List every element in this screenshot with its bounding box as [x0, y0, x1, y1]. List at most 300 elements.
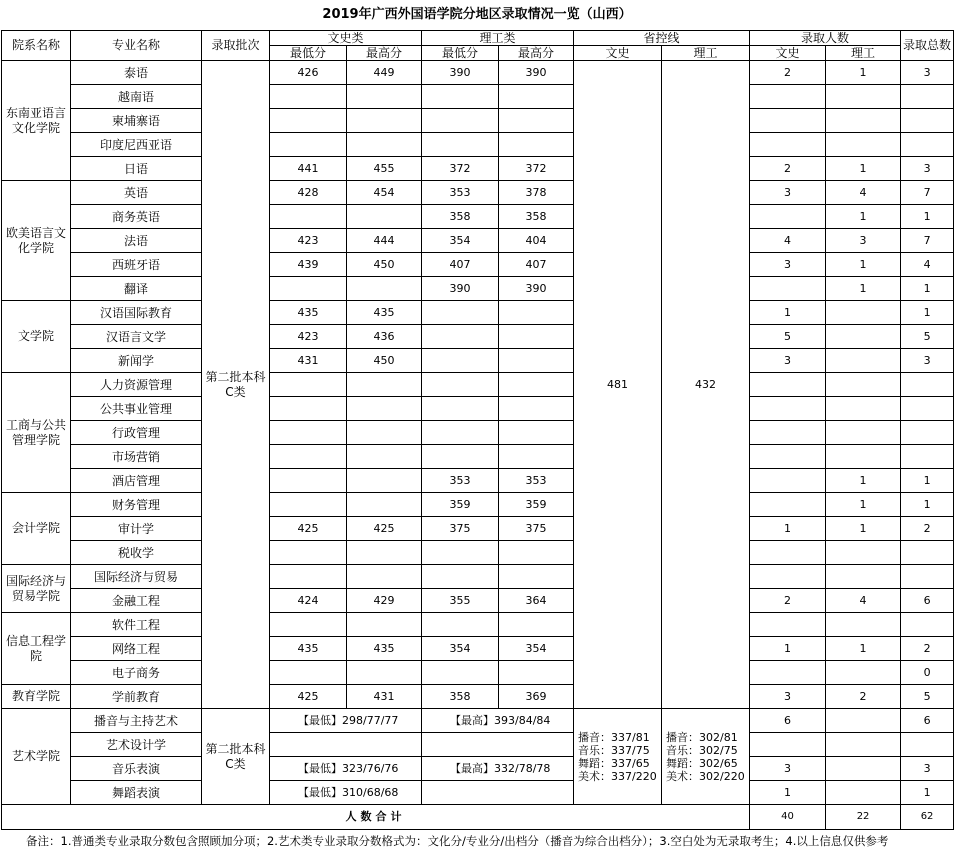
- wen-min-score: [270, 421, 347, 445]
- enrolled-total: [901, 421, 954, 445]
- table-row: [2, 709, 954, 733]
- wen-min-score: [270, 85, 347, 109]
- enrolled-li: [826, 661, 901, 685]
- enrolled-li: [826, 421, 901, 445]
- li-max-score: [499, 541, 574, 565]
- major-name: 行政管理: [71, 421, 202, 445]
- enrolled-wen: 3: [750, 685, 826, 709]
- li-max-score: 359: [499, 493, 574, 517]
- wen-min-score: [270, 661, 347, 685]
- total-label: 人数合计: [2, 805, 750, 830]
- li-min-score: 353: [422, 469, 499, 493]
- art-wen-scores: 【最低】310/68/68: [270, 781, 422, 805]
- wen-max-score: [347, 133, 422, 157]
- enrolled-li: 1: [826, 517, 901, 541]
- wen-max-score: [347, 661, 422, 685]
- enrolled-total: 3: [901, 757, 954, 781]
- enrolled-li: 1: [826, 637, 901, 661]
- major-name: 音乐表演: [71, 757, 202, 781]
- wen-min-score: [270, 445, 347, 469]
- li-min-score: [422, 133, 499, 157]
- major-name: 播音与主持艺术: [71, 709, 202, 733]
- li-min-score: 372: [422, 157, 499, 181]
- major-name: 商务英语: [71, 205, 202, 229]
- major-name: 柬埔寨语: [71, 109, 202, 133]
- major-name: 软件工程: [71, 613, 202, 637]
- table-row: [2, 661, 954, 685]
- enrolled-li: 3: [826, 229, 901, 253]
- enrolled-li: 1: [826, 253, 901, 277]
- enrolled-wen: 5: [750, 325, 826, 349]
- li-max-score: [499, 301, 574, 325]
- enrolled-total: 5: [901, 685, 954, 709]
- enrolled-wen: [750, 133, 826, 157]
- wen-min-score: [270, 469, 347, 493]
- table-row: [2, 181, 954, 205]
- header-wen-min: 最低分: [270, 46, 347, 61]
- li-min-score: 355: [422, 589, 499, 613]
- header-wen-max: 最高分: [347, 46, 422, 61]
- li-max-score: 407: [499, 253, 574, 277]
- header-ligong: 理工类: [422, 31, 574, 46]
- art-wen-scores: [270, 733, 422, 757]
- header-li-min: 最低分: [422, 46, 499, 61]
- major-name: 市场营销: [71, 445, 202, 469]
- table-row: [2, 469, 954, 493]
- enrolled-wen: [750, 541, 826, 565]
- wen-max-score: 425: [347, 517, 422, 541]
- enrolled-li: [826, 133, 901, 157]
- enrolled-wen: [750, 205, 826, 229]
- major-name: 网络工程: [71, 637, 202, 661]
- li-max-score: 390: [499, 277, 574, 301]
- header-wenshi: 文史类: [270, 31, 422, 46]
- enrolled-total: 1: [901, 493, 954, 517]
- art-li-scores: [422, 733, 574, 757]
- major-name: 审计学: [71, 517, 202, 541]
- header-major: 专业名称: [71, 31, 202, 61]
- enrolled-li: [826, 733, 901, 757]
- enrolled-li: 1: [826, 277, 901, 301]
- li-min-score: [422, 397, 499, 421]
- batch-general: 第二批本科C类: [202, 61, 270, 709]
- table-row: [2, 349, 954, 373]
- enrolled-wen: 1: [750, 637, 826, 661]
- enrolled-wen: [750, 565, 826, 589]
- control-line-wen: 481: [574, 61, 662, 709]
- enrolled-total: 4: [901, 253, 954, 277]
- li-min-score: [422, 109, 499, 133]
- table-row: [2, 373, 954, 397]
- li-min-score: 358: [422, 685, 499, 709]
- major-name: 印度尼西亚语: [71, 133, 202, 157]
- li-min-score: [422, 445, 499, 469]
- total-row: [2, 805, 954, 830]
- wen-min-score: [270, 373, 347, 397]
- enrolled-total: 3: [901, 61, 954, 85]
- enrolled-total: [901, 565, 954, 589]
- header-enrolled: 录取人数: [750, 31, 901, 46]
- enrolled-total: [901, 445, 954, 469]
- footnote: 备注：1.普通类专业录取分数包含照顾加分项；2.艺术类专业录取分数格式为：文化分/专业分/出档分（播音为综合出档分）；3.空白处为无录取考生；4.以上信息仅供参考: [26, 834, 889, 848]
- enrolled-wen: 3: [750, 757, 826, 781]
- enrolled-wen: 2: [750, 157, 826, 181]
- li-min-score: 359: [422, 493, 499, 517]
- header-ctrl-li: 理工: [662, 46, 750, 61]
- enrolled-wen: [750, 493, 826, 517]
- wen-min-score: 441: [270, 157, 347, 181]
- control-line-li: 432: [662, 61, 750, 709]
- li-max-score: [499, 613, 574, 637]
- college-jiaoyu: 教育学院: [2, 685, 71, 709]
- enrolled-li: [826, 541, 901, 565]
- table-row: [2, 229, 954, 253]
- page-title: 2019年广西外国语学院分地区录取情况一览（山西）: [322, 7, 632, 22]
- table-row: [2, 541, 954, 565]
- table-row: [2, 757, 954, 781]
- major-name: 税收学: [71, 541, 202, 565]
- wen-max-score: 429: [347, 589, 422, 613]
- total-all: 62: [901, 805, 954, 830]
- table-row: [2, 781, 954, 805]
- li-max-score: 369: [499, 685, 574, 709]
- wen-max-score: [347, 493, 422, 517]
- wen-min-score: 439: [270, 253, 347, 277]
- table-row: [2, 589, 954, 613]
- enrolled-total: 2: [901, 517, 954, 541]
- header-enrolled-wen: 文史: [750, 46, 826, 61]
- li-max-score: 375: [499, 517, 574, 541]
- enrolled-li: [826, 397, 901, 421]
- enrolled-wen: [750, 277, 826, 301]
- enrolled-total: [901, 541, 954, 565]
- wen-max-score: [347, 469, 422, 493]
- wen-max-score: [347, 85, 422, 109]
- li-min-score: 407: [422, 253, 499, 277]
- header-li-max: 最高分: [499, 46, 574, 61]
- art-li-scores: [422, 781, 574, 805]
- college-dongnanya: 东南亚语言文化学院: [2, 61, 71, 181]
- enrolled-li: [826, 709, 901, 733]
- table-row: [2, 397, 954, 421]
- enrolled-li: [826, 757, 901, 781]
- college-oumei: 欧美语言文化学院: [2, 181, 71, 301]
- enrolled-wen: [750, 469, 826, 493]
- header-enrolled-li: 理工: [826, 46, 901, 61]
- enrolled-wen: 1: [750, 781, 826, 805]
- wen-min-score: 435: [270, 637, 347, 661]
- wen-min-score: [270, 109, 347, 133]
- enrolled-wen: 3: [750, 181, 826, 205]
- enrolled-total: 0: [901, 661, 954, 685]
- li-max-score: [499, 421, 574, 445]
- enrolled-wen: 1: [750, 517, 826, 541]
- college-xinxi: 信息工程学院: [2, 613, 71, 685]
- art-control-wen: 播音：337/81 音乐：337/75 舞蹈：337/65 美术：337/220: [574, 709, 662, 805]
- wen-max-score: [347, 277, 422, 301]
- li-min-score: 354: [422, 229, 499, 253]
- wen-min-score: 428: [270, 181, 347, 205]
- enrolled-wen: [750, 373, 826, 397]
- major-name: 英语: [71, 181, 202, 205]
- enrolled-total: 3: [901, 349, 954, 373]
- enrolled-wen: [750, 733, 826, 757]
- enrolled-total: 2: [901, 637, 954, 661]
- table-row: [2, 325, 954, 349]
- enrolled-li: [826, 781, 901, 805]
- wen-min-score: 431: [270, 349, 347, 373]
- table-row: [2, 613, 954, 637]
- enrolled-li: [826, 445, 901, 469]
- enrolled-total: [901, 133, 954, 157]
- wen-min-score: [270, 565, 347, 589]
- li-max-score: [499, 565, 574, 589]
- art-li-scores: 【最高】332/78/78: [422, 757, 574, 781]
- major-name: 舞蹈表演: [71, 781, 202, 805]
- wen-max-score: [347, 397, 422, 421]
- wen-max-score: [347, 541, 422, 565]
- enrolled-total: [901, 733, 954, 757]
- li-min-score: 353: [422, 181, 499, 205]
- major-name: 汉语国际教育: [71, 301, 202, 325]
- enrolled-li: 1: [826, 493, 901, 517]
- enrolled-total: [901, 373, 954, 397]
- enrolled-li: [826, 565, 901, 589]
- table-row: [2, 421, 954, 445]
- enrolled-wen: [750, 397, 826, 421]
- li-min-score: [422, 613, 499, 637]
- enrolled-li: [826, 373, 901, 397]
- header-college: 院系名称: [2, 31, 71, 61]
- batch-art: 第二批本科C类: [202, 709, 270, 805]
- wen-max-score: [347, 445, 422, 469]
- enrolled-li: 2: [826, 685, 901, 709]
- wen-min-score: 423: [270, 229, 347, 253]
- major-name: 泰语: [71, 61, 202, 85]
- li-max-score: [499, 109, 574, 133]
- college-wenxue: 文学院: [2, 301, 71, 373]
- li-max-score: 364: [499, 589, 574, 613]
- wen-max-score: [347, 613, 422, 637]
- li-min-score: [422, 541, 499, 565]
- li-min-score: [422, 421, 499, 445]
- major-name: 电子商务: [71, 661, 202, 685]
- enrolled-li: 1: [826, 157, 901, 181]
- wen-max-score: 436: [347, 325, 422, 349]
- enrolled-wen: 3: [750, 253, 826, 277]
- major-name: 财务管理: [71, 493, 202, 517]
- enrolled-wen: [750, 85, 826, 109]
- college-gongshang: 工商与公共管理学院: [2, 373, 71, 493]
- major-name: 金融工程: [71, 589, 202, 613]
- wen-min-score: [270, 541, 347, 565]
- table-row: [2, 61, 954, 85]
- enrolled-wen: 3: [750, 349, 826, 373]
- li-max-score: [499, 325, 574, 349]
- enrolled-wen: [750, 445, 826, 469]
- total-wen: 40: [750, 805, 826, 830]
- wen-min-score: [270, 397, 347, 421]
- table-body: [2, 61, 954, 830]
- total-li: 22: [826, 805, 901, 830]
- enrolled-total: [901, 85, 954, 109]
- wen-min-score: [270, 493, 347, 517]
- li-min-score: 390: [422, 277, 499, 301]
- wen-max-score: [347, 373, 422, 397]
- enrolled-total: 3: [901, 157, 954, 181]
- enrolled-total: 1: [901, 781, 954, 805]
- table-row: [2, 133, 954, 157]
- major-name: 翻译: [71, 277, 202, 301]
- enrolled-li: 1: [826, 469, 901, 493]
- enrolled-total: [901, 613, 954, 637]
- wen-min-score: [270, 205, 347, 229]
- wen-max-score: [347, 109, 422, 133]
- li-max-score: [499, 133, 574, 157]
- enrolled-total: [901, 109, 954, 133]
- college-yishu: 艺术学院: [2, 709, 71, 805]
- major-name: 艺术设计学: [71, 733, 202, 757]
- major-name: 法语: [71, 229, 202, 253]
- enrolled-total: 7: [901, 229, 954, 253]
- wen-min-score: [270, 613, 347, 637]
- li-min-score: [422, 349, 499, 373]
- enrolled-total: 1: [901, 277, 954, 301]
- li-max-score: 390: [499, 61, 574, 85]
- enrolled-wen: 2: [750, 589, 826, 613]
- art-wen-scores: 【最低】323/76/76: [270, 757, 422, 781]
- enrolled-wen: 1: [750, 301, 826, 325]
- enrolled-wen: 6: [750, 709, 826, 733]
- li-min-score: 358: [422, 205, 499, 229]
- enrolled-li: 4: [826, 181, 901, 205]
- li-max-score: 378: [499, 181, 574, 205]
- enrolled-li: [826, 325, 901, 349]
- table-row: [2, 493, 954, 517]
- admission-table: [1, 30, 954, 830]
- major-name: 西班牙语: [71, 253, 202, 277]
- table-row: [2, 109, 954, 133]
- table-row: [2, 445, 954, 469]
- header-batch: 录取批次: [202, 31, 270, 61]
- enrolled-li: [826, 85, 901, 109]
- li-max-score: [499, 397, 574, 421]
- major-name: 日语: [71, 157, 202, 181]
- wen-max-score: 435: [347, 637, 422, 661]
- enrolled-wen: [750, 109, 826, 133]
- li-min-score: 375: [422, 517, 499, 541]
- wen-min-score: 426: [270, 61, 347, 85]
- header-control-line: 省控线: [574, 31, 750, 46]
- major-name: 人力资源管理: [71, 373, 202, 397]
- enrolled-wen: [750, 661, 826, 685]
- li-max-score: [499, 373, 574, 397]
- wen-max-score: 454: [347, 181, 422, 205]
- table-row: [2, 637, 954, 661]
- enrolled-li: 4: [826, 589, 901, 613]
- table-row: [2, 205, 954, 229]
- enrolled-li: 1: [826, 61, 901, 85]
- table-row: [2, 277, 954, 301]
- wen-min-score: 425: [270, 685, 347, 709]
- wen-max-score: [347, 421, 422, 445]
- wen-max-score: [347, 565, 422, 589]
- wen-max-score: 444: [347, 229, 422, 253]
- wen-max-score: 435: [347, 301, 422, 325]
- wen-max-score: 450: [347, 349, 422, 373]
- enrolled-li: 1: [826, 205, 901, 229]
- enrolled-total: 6: [901, 589, 954, 613]
- li-min-score: [422, 301, 499, 325]
- enrolled-li: [826, 349, 901, 373]
- table-row: [2, 301, 954, 325]
- li-min-score: [422, 325, 499, 349]
- enrolled-li: [826, 613, 901, 637]
- table-row: [2, 733, 954, 757]
- major-name: 学前教育: [71, 685, 202, 709]
- wen-min-score: 424: [270, 589, 347, 613]
- li-max-score: [499, 85, 574, 109]
- major-name: 越南语: [71, 85, 202, 109]
- wen-max-score: 455: [347, 157, 422, 181]
- li-min-score: [422, 661, 499, 685]
- enrolled-total: [901, 397, 954, 421]
- wen-min-score: 435: [270, 301, 347, 325]
- college-kuaiji: 会计学院: [2, 493, 71, 565]
- major-name: 公共事业管理: [71, 397, 202, 421]
- enrolled-total: 1: [901, 205, 954, 229]
- wen-max-score: 431: [347, 685, 422, 709]
- table-row: [2, 517, 954, 541]
- table-row: [2, 685, 954, 709]
- art-wen-scores: 【最低】298/77/77: [270, 709, 422, 733]
- enrolled-total: 1: [901, 301, 954, 325]
- li-max-score: 358: [499, 205, 574, 229]
- enrolled-wen: 2: [750, 61, 826, 85]
- li-max-score: 353: [499, 469, 574, 493]
- li-max-score: 404: [499, 229, 574, 253]
- enrolled-total: 5: [901, 325, 954, 349]
- li-min-score: [422, 373, 499, 397]
- table-row: [2, 565, 954, 589]
- wen-min-score: 423: [270, 325, 347, 349]
- table-row: [2, 85, 954, 109]
- wen-max-score: 450: [347, 253, 422, 277]
- art-control-li: 播音：302/81 音乐：302/75 舞蹈：302/65 美术：302/220: [662, 709, 750, 805]
- enrolled-wen: [750, 613, 826, 637]
- major-name: 汉语言文学: [71, 325, 202, 349]
- major-name: 酒店管理: [71, 469, 202, 493]
- enrolled-wen: [750, 421, 826, 445]
- table-row: [2, 157, 954, 181]
- major-name: 国际经济与贸易: [71, 565, 202, 589]
- enrolled-total: 1: [901, 469, 954, 493]
- li-max-score: 354: [499, 637, 574, 661]
- wen-max-score: 449: [347, 61, 422, 85]
- li-max-score: 372: [499, 157, 574, 181]
- li-max-score: [499, 661, 574, 685]
- header-total: 录取总数: [901, 31, 954, 61]
- enrolled-total: 7: [901, 181, 954, 205]
- li-min-score: [422, 565, 499, 589]
- wen-min-score: [270, 277, 347, 301]
- major-name: 新闻学: [71, 349, 202, 373]
- li-max-score: [499, 349, 574, 373]
- enrolled-li: [826, 301, 901, 325]
- wen-min-score: [270, 133, 347, 157]
- enrolled-li: [826, 109, 901, 133]
- li-max-score: [499, 445, 574, 469]
